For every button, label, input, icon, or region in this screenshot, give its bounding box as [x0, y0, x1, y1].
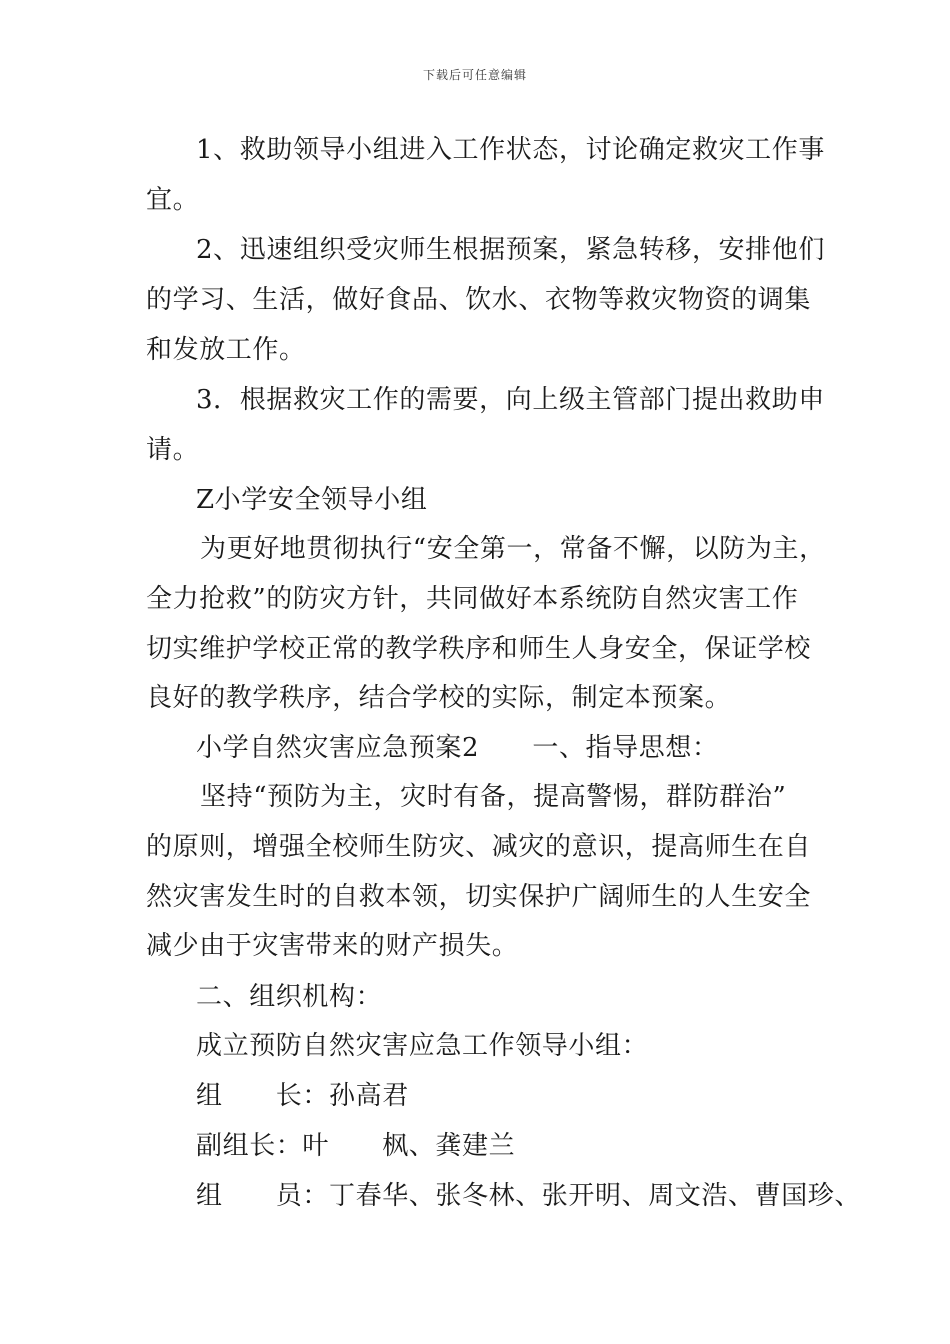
- text-line: 的原则，增强全校师生防灾、减灾的意识，提高师生在自: [146, 832, 812, 862]
- text-line: 的学习、生活，做好食品、饮水、衣物等救灾物资的调集: [146, 285, 812, 315]
- text-line: 成立预防自然灾害应急工作领导小组：: [196, 1031, 649, 1061]
- text-line: 副组长：叶 枫、龚建兰: [196, 1131, 516, 1161]
- text-line: Z小学安全领导小组: [196, 485, 428, 515]
- text-line: 二、组织机构：: [196, 982, 383, 1012]
- text-line: 坚持“预防为主，灾时有备，提高警惕，群防群治”: [200, 782, 787, 812]
- text-line: 全力抢救”的防灾方针，共同做好本系统防自然灾害工作: [146, 584, 799, 614]
- text-line: 1、救助领导小组进入工作状态，讨论确定救灾工作事: [196, 135, 825, 165]
- text-line: 良好的教学秩序，结合学校的实际，制定本预案。: [146, 683, 732, 713]
- text-line: 2、迅速组织受灾师生根据预案，紧急转移，安排他们: [196, 235, 825, 265]
- text-line: 切实维护学校正常的教学秩序和师生人身安全，保证学校: [146, 634, 812, 664]
- text-line: 组 长：孙高君: [196, 1081, 409, 1111]
- text-line: 小学自然灾害应急预案2 一、指导思想：: [196, 733, 719, 763]
- page-header-note: 下载后可任意编辑: [422, 68, 527, 82]
- text-line: 组 员：丁春华、张冬林、张开明、周文浩、曹国珍、: [196, 1181, 862, 1211]
- text-line: 减少由于灾害带来的财产损失。: [146, 931, 519, 961]
- text-line: 3．根据救灾工作的需要，向上级主管部门提出救助申: [196, 385, 825, 415]
- text-line: 和发放工作。: [146, 335, 306, 365]
- text-line: 请。: [146, 435, 200, 465]
- text-line: 为更好地贯彻执行“安全第一，常备不懈，以防为主，: [200, 534, 826, 564]
- text-line: 宜。: [146, 185, 200, 215]
- text-line: 然灾害发生时的自救本领，切实保护广阔师生的人生安全: [146, 882, 812, 912]
